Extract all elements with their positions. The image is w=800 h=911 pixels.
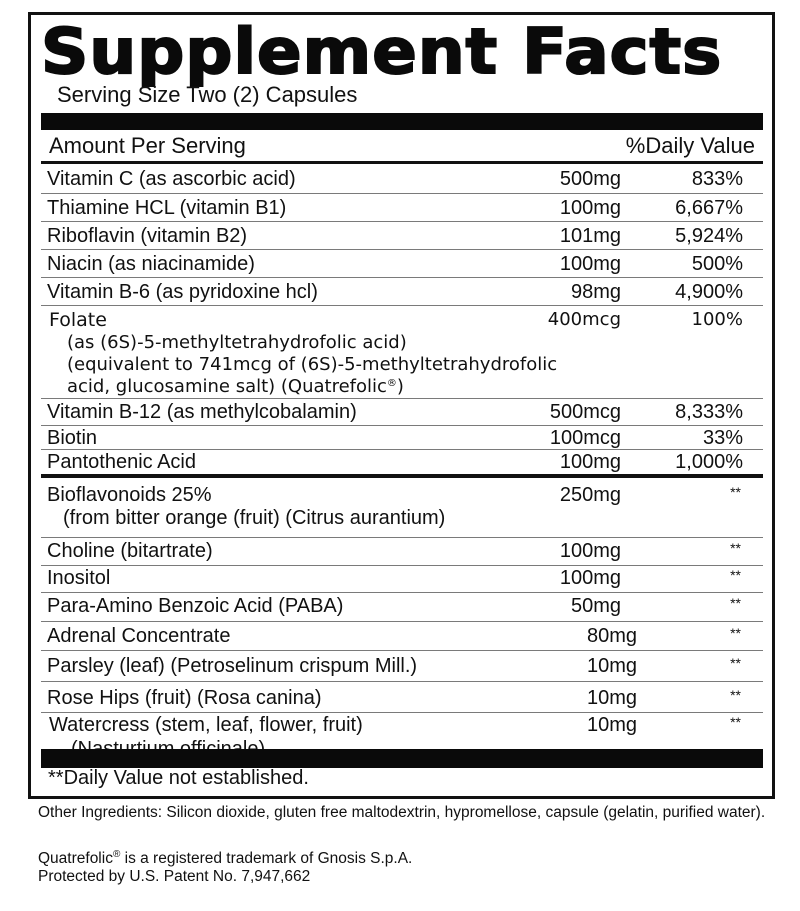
ingredient-amount: 10mg — [587, 655, 638, 677]
nutrient-row — [41, 222, 763, 250]
nutrient-row — [41, 278, 763, 306]
nutrient-amount: 500mcg — [549, 401, 621, 423]
nutrient-daily-value: 100% — [691, 309, 743, 330]
nutrient-amount: 100mg — [559, 451, 621, 473]
trademark-name: Quatrefolic — [38, 850, 113, 867]
nutrient-daily-value: 4,900% — [675, 281, 743, 303]
ingredient-daily-value: ** — [730, 595, 741, 611]
ingredient-name: Inositol — [47, 567, 111, 589]
ingredient-row — [41, 538, 763, 566]
nutrient-name: Folate — [49, 309, 107, 331]
ingredient-row — [41, 480, 763, 538]
ingredient-daily-value: ** — [730, 687, 741, 703]
ingredient-name: Choline (bitartrate) — [47, 540, 213, 562]
nutrient-name: Biotin — [47, 427, 98, 449]
ingredient-amount: 100mg — [559, 540, 621, 562]
ingredient-daily-value: ** — [730, 540, 741, 556]
serving-size: Serving Size Two (2) Capsules — [57, 82, 358, 107]
thick-divider-top — [41, 113, 763, 130]
registered-trademark-symbol: ® — [386, 378, 397, 389]
nutrient-source-close: ) — [396, 376, 404, 397]
nutrient-source-text: acid, glucosamine salt) (Quatrefolic — [67, 376, 387, 397]
ingredient-amount: 10mg — [587, 714, 638, 736]
ingredient-amount: 100mg — [559, 567, 621, 589]
nutrient-amount: 100mg — [559, 253, 621, 275]
ingredient-row — [41, 713, 763, 749]
nutrient-source — [67, 376, 404, 397]
nutrient-row — [41, 399, 763, 426]
nutrient-name: Vitamin C (as ascorbic acid) — [47, 168, 296, 190]
ingredient-daily-value: ** — [730, 714, 741, 730]
supplement-facts-panel — [28, 12, 775, 799]
ingredient-daily-value: ** — [730, 655, 741, 671]
ingredient-amount: 250mg — [559, 484, 621, 506]
nutrient-daily-value: 500% — [691, 253, 743, 275]
ingredient-row — [41, 622, 763, 651]
panel-title: Supplement Facts — [41, 15, 723, 88]
nutrient-daily-value: 8,333% — [675, 401, 743, 423]
nutrient-name: Riboflavin (vitamin B2) — [47, 225, 248, 247]
nutrient-row — [41, 426, 763, 450]
nutrient-name: Vitamin B-12 (as methylcobalamin) — [47, 401, 357, 423]
amount-per-serving-header: Amount Per Serving — [49, 133, 246, 158]
ingredient-source: (from bitter orange (fruit) (Citrus aurantium) — [63, 507, 446, 529]
nutrient-daily-value: 6,667% — [675, 197, 743, 219]
nutrient-name: Vitamin B-6 (as pyridoxine hcl) — [47, 281, 318, 303]
ingredient-name: Rose Hips (fruit) (Rosa canina) — [47, 687, 322, 709]
nutrient-source: (equivalent to 741mcg of (6S)-5-methyltetrahydrofolic — [67, 354, 558, 375]
ingredient-amount: 50mg — [570, 595, 621, 617]
ingredient-row — [41, 566, 763, 593]
nutrient-amount: 98mg — [570, 281, 621, 303]
ingredient-row — [41, 651, 763, 682]
nutrient-daily-value: 5,924% — [675, 225, 743, 247]
ingredient-daily-value: ** — [730, 567, 741, 583]
nutrient-name: Pantothenic Acid — [47, 451, 196, 473]
ingredient-row — [41, 593, 763, 622]
ingredient-row — [41, 682, 763, 713]
section-divider — [41, 474, 763, 478]
nutrient-row-folate — [41, 306, 763, 399]
ingredient-name: Watercress (stem, leaf, flower, fruit) — [49, 714, 363, 736]
nutrient-name: Thiamine HCL (vitamin B1) — [47, 197, 287, 219]
registered-trademark-symbol: ® — [112, 849, 121, 860]
nutrient-row — [41, 165, 763, 194]
ingredient-name: Adrenal Concentrate — [47, 625, 231, 647]
nutrient-amount: 500mg — [559, 168, 621, 190]
ingredient-name: Parsley (leaf) (Petroselinum crispum Mill.) — [47, 655, 418, 677]
nutrient-daily-value: 33% — [702, 427, 743, 449]
ingredient-daily-value: ** — [730, 625, 741, 641]
nutrient-name: Niacin (as niacinamide) — [47, 253, 255, 275]
ingredient-name: Para-Amino Benzoic Acid (PABA) — [47, 595, 344, 617]
daily-value-header: %Daily Value — [625, 133, 755, 158]
ingredient-name: Bioflavonoids 25% — [47, 484, 212, 506]
trademark-text: is a registered trademark of Gnosis S.p.A. — [120, 850, 413, 867]
daily-value-footnote: **Daily Value not established. — [48, 767, 309, 789]
ingredient-amount: 80mg — [587, 625, 638, 647]
ingredient-daily-value: ** — [730, 484, 741, 500]
column-header — [41, 132, 763, 160]
nutrient-amount: 100mg — [559, 197, 621, 219]
patent-notice: Protected by U.S. Patent No. 7,947,662 — [38, 868, 311, 885]
nutrient-row — [41, 450, 763, 476]
nutrient-row — [41, 194, 763, 222]
nutrient-daily-value: 1,000% — [675, 451, 743, 473]
nutrient-amount: 101mg — [559, 225, 621, 247]
nutrient-amount: 100mcg — [549, 427, 621, 449]
nutrient-row — [41, 250, 763, 278]
header-rule — [41, 161, 763, 164]
nutrient-daily-value: 833% — [691, 168, 743, 190]
nutrient-source: (as (6S)-5-methyltetrahydrofolic acid) — [67, 332, 407, 353]
other-ingredients: Other Ingredients: Silicon dioxide, gluten free maltodextrin, hypromellose, capsule (gelatin, purified water). — [38, 804, 766, 821]
nutrient-amount: 400mcg — [547, 309, 621, 330]
ingredient-amount: 10mg — [587, 687, 638, 709]
